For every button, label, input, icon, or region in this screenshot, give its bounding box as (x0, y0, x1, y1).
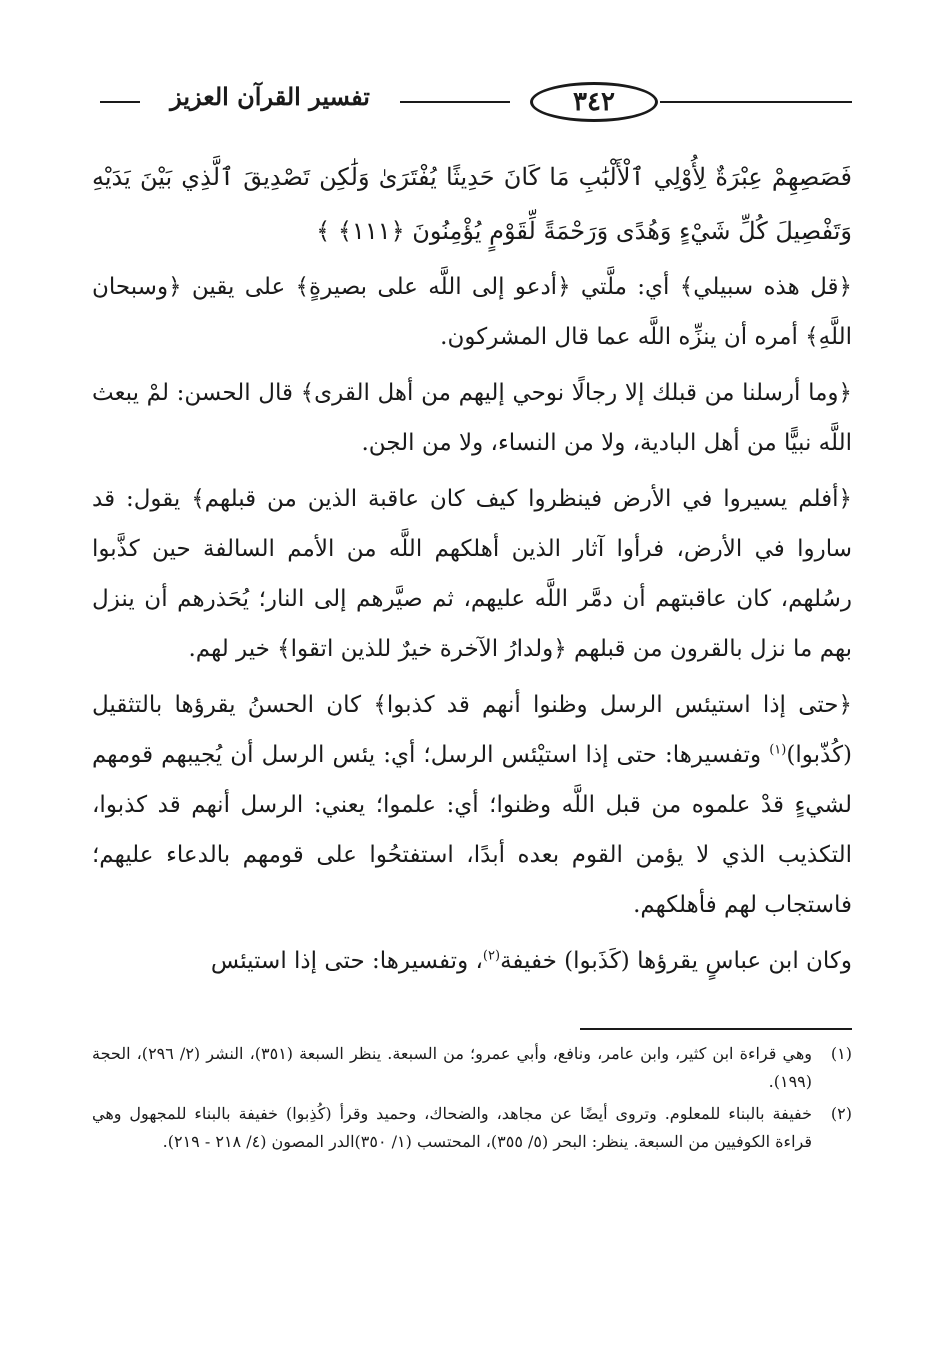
main-text (92, 150, 852, 992)
paragraph (92, 680, 852, 930)
paragraph (92, 936, 852, 986)
footnote (92, 1040, 852, 1096)
paragraph-text: وكان ابن عباسٍ يقرؤها (كَذَبوا) خفيفة (500, 948, 852, 974)
page-number: ٣٤٢ (530, 82, 658, 122)
paragraph: ﴿قل هذه سبيلي﴾ أي: ملَّتي ﴿أدعو إلى اللَّه على بصيرةٍ﴾ على يقين ﴿وسبحان اللَّهِ﴾ أمره أن ينزِّه اللَّه عما قال المشركون. (92, 274, 852, 350)
footnote-divider (580, 1028, 852, 1030)
running-title: تفسير القرآن العزيز (170, 82, 370, 111)
paragraph: ﴿أفلم يسيروا في الأرض فينظروا كيف كان عاقبة الذين من قبلهم﴾ يقول: قد ساروا في الأرض، فرأوا آثار الذين أهلكهم اللَّه من الأمم السالفة حين كذَّبوا رسُلهم، كان عاقبتهم أن دمَّر اللَّه عليهم، ثم صيَّرهم إلى النار؛ يُحَذرهم أن ينزل بهم ما نزل بالقرون من قبلهم ﴿ولدارُ الآخرة خيرٌ للذين اتقوا﴾ خير لهم. (92, 486, 852, 662)
footnotes (92, 1040, 852, 1160)
header-rule-right (660, 101, 852, 103)
paragraph-text: وتفسيرها: حتى إذا استيْئس الرسل؛ أي: يئس الرسل أن يُجيبهم قومهم لشيءٍ قدْ علموه من قبل اللَّه وظنوا؛ أي: علموا؛ يعني: الرسل أنهم قد كذبوا، التكذيب الذي لا يؤمن القوم بعده أبدًا، استفتحُوا على قومهم بالدعاء عليهم؛ فاستجاب لهم فأهلكهم. (92, 742, 853, 918)
footnote-text: خفيفة بالبناء للمعلوم. وتروى أيضًا عن مجاهد، والضحاك، وحميد وقرأ (كُذِبوا) خفيفة بالبناء للمجهول وهي قراءة الكوفيين من السبعة. ينظر: البحر (٥/ ٣٥٥)، المحتسب (١/ ٣٥٠)الدر المصون (٤/ ٢١٨ - ٢١٩). (92, 1104, 812, 1151)
header-rule-left (100, 101, 140, 103)
paragraph-text: ﴿حتى إذا استيئس الرسل وظنوا أنهم قد كذبوا﴾ كان الحسنُ يقرؤها بالتثقيل (كُذّبوا) (92, 692, 852, 768)
footnote-number: (٢) (830, 1104, 852, 1123)
paragraph-text: ، وتفسيرها: حتى إذا استيئس (210, 948, 483, 974)
paragraph: ﴿وما أرسلنا من قبلك إلا رجالًا نوحي إليهم من أهل القرى﴾ قال الحسن: لمْ يبعث اللَّه نبيًّا من أهل البادية، ولا من النساء، ولا من الجن. (92, 380, 852, 456)
page-header (100, 78, 852, 126)
footnote (92, 1100, 852, 1156)
footnote-ref[interactable]: (٢) (482, 948, 501, 964)
footnote-text: وهي قراءة ابن كثير، وابن عامر، ونافع، وأبي عمرو؛ من السبعة. ينظر السبعة (٣٥١)، النشر (٢/ ٢٩٦)، الحجة (١٩٩). (92, 1044, 813, 1091)
quran-verse: فَصَصِهِمْ عِبْرَةٌ لِأُوْلِي ٱلْأَلْبَٰبِ مَا كَانَ حَدِيثًا يُفْتَرَىٰ وَلَٰكِن تَصْدِيقَ ٱلَّذِي بَيْنَ يَدَيْهِ وَتَفْصِيلَ كُلِّ شَيْءٍ وَهُدًى وَرَحْمَةً لِّقَوْمٍ يُؤْمِنُونَ ﴿١١١﴾ ﴾ (92, 163, 852, 245)
footnote-ref[interactable]: (١) (769, 742, 787, 758)
header-rule-middle (400, 101, 510, 103)
footnote-number: (١) (830, 1044, 852, 1063)
